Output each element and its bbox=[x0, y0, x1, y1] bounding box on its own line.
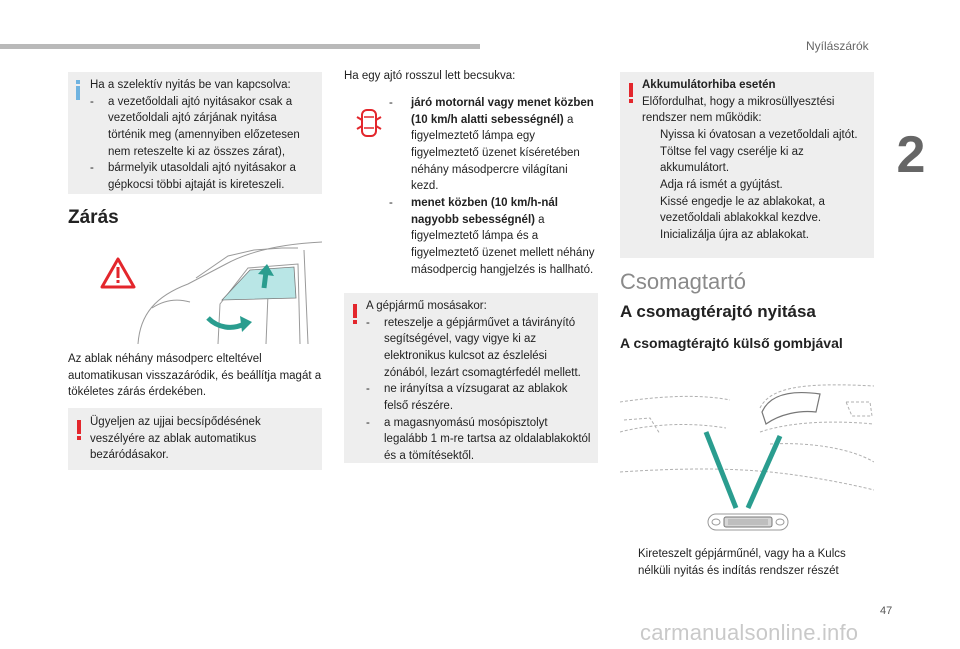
door-warning-list bbox=[389, 95, 595, 278]
list-item: Kissé engedje le az ablakokat, a vezetőoldali ablakokkal kezdve. bbox=[660, 195, 825, 225]
door-handle-arrow-icon bbox=[208, 316, 252, 332]
watermark: carmanualsonline.info bbox=[640, 620, 859, 645]
list-item: Töltse fel vagy cserélje ki az akkumulátort. bbox=[660, 145, 804, 175]
info-box-selective-opening bbox=[68, 72, 322, 194]
info-intro: Ha a szelektív nyitás be van kapcsolva: bbox=[90, 79, 291, 91]
list-item: - bármelyik utasoldali ajtó nyitásakor a gépkocsi többi ajtaját is kireteszeli. bbox=[90, 162, 296, 192]
list-item: - a vezetőoldali ajtó nyitásakor csak a vezetőoldali ajtó zárjának nyitása történik meg (amennyiben előzetesen nem reteszelte ki az összes zárat), bbox=[90, 95, 300, 158]
list-item: - ne irányítsa a vízsugarat az ablakok felső részére. bbox=[366, 383, 568, 413]
info-icon bbox=[75, 80, 81, 100]
chapter-number: 2 bbox=[896, 126, 926, 184]
page-number: 47 bbox=[880, 605, 893, 617]
tailgate-button-icon bbox=[708, 514, 788, 530]
section-title: Nyílászárók bbox=[806, 39, 869, 53]
tailgate-lamp bbox=[762, 393, 820, 424]
warning-triangle-icon bbox=[102, 259, 134, 287]
warning-icon bbox=[76, 420, 82, 441]
list-item: Nyissa ki óvatosan a vezetőoldali ajtót. bbox=[660, 129, 858, 142]
csomagtarto-heading: Csomagtartó bbox=[620, 269, 746, 294]
car-rear-outline bbox=[620, 385, 874, 490]
tailgate-opening-heading: A csomagtérajtó nyitása bbox=[620, 302, 816, 321]
external-button-heading: A csomagtérajtó külső gombjával bbox=[620, 335, 843, 351]
warning-box-battery-failure: Akkumulátorhiba esetén Előfordulhat, hogy a mikrosüllyesztési rendszer nem működik: Nyissa ki óvatosan a vezetőoldali ajtót. Töltse fel vagy cserélje ki az akkumulátort. Adja rá ismét a gyújtást. Kissé engedje le az ablakokat, a vezetőoldali ablakokkal kezdve. Inicializálja újra az ablakokat. bbox=[620, 72, 874, 258]
warning-icon bbox=[352, 304, 358, 325]
list-item: - menet közben (10 km/h-nál nagyobb sebességnél) a figyelmeztető lámpa és a figyelmeztető üzenet mellett néhány másodpercig hangjelzés is hallható. bbox=[389, 197, 595, 276]
warning-icon bbox=[628, 83, 634, 104]
warning-box-finger-pinch: Ügyeljen az ujjai becsípődésének veszélyére az ablak automatikus bezáródásakor. bbox=[68, 408, 322, 470]
door-open-warning-light-icon bbox=[356, 108, 382, 138]
side-window bbox=[222, 267, 296, 300]
warning-box-car-wash: A gépjármű mosásakor: - reteszelje a gépjárművet a távirányító segítségével, vagy vigye ki az elektronikus kulcsot az észlelési zónából, lezárt csomagtérfedél mellett. - ne irányítsa a vízsugarat az ablakok felső részére. - a magasnyomású mosópisztolyt legalább 1 m-re tartsa az oldalablakoktól és a tömítésektől. bbox=[344, 293, 598, 463]
list-item: - járó motornál vagy menet közben (10 km/h alatti sebességnél) a figyelmeztető lámpa egy figyelmeztető üzenet kíséretében néhány másodpercre világítani kezd. bbox=[389, 97, 594, 193]
door-intro: Ha egy ajtó rosszul lett becsukva: bbox=[344, 70, 516, 82]
list-item: Adja rá ismét a gyújtást. bbox=[660, 179, 783, 192]
tailgate-button-illustration bbox=[620, 372, 874, 542]
list-item: Inicializálja újra az ablakokat. bbox=[660, 229, 809, 242]
window-paragraph: Az ablak néhány másodperc elteltével automatikusan visszazáródik, és beállítja magát a tökéletes zárás érdekében. bbox=[68, 353, 322, 399]
window-closing-illustration bbox=[68, 234, 322, 346]
list-item: - a magasnyomású mosópisztolyt legalább 1 m-re tartsa az oldalablakoktól és a tömítésektől. bbox=[366, 416, 591, 463]
list-item: - reteszelje a gépjárművet a távirányító segítségével, vagy vigye ki az elektronikus kulcsot az észlelési zónából, lezárt csomagtérfedél mellett. bbox=[366, 316, 581, 379]
final-step-item: Kireteszelt gépjárműnél, vagy ha a Kulcs nélküli nyitás és indítás rendszer részét bbox=[638, 548, 846, 577]
header-rule bbox=[0, 44, 480, 49]
zaras-heading: Zárás bbox=[68, 207, 119, 228]
